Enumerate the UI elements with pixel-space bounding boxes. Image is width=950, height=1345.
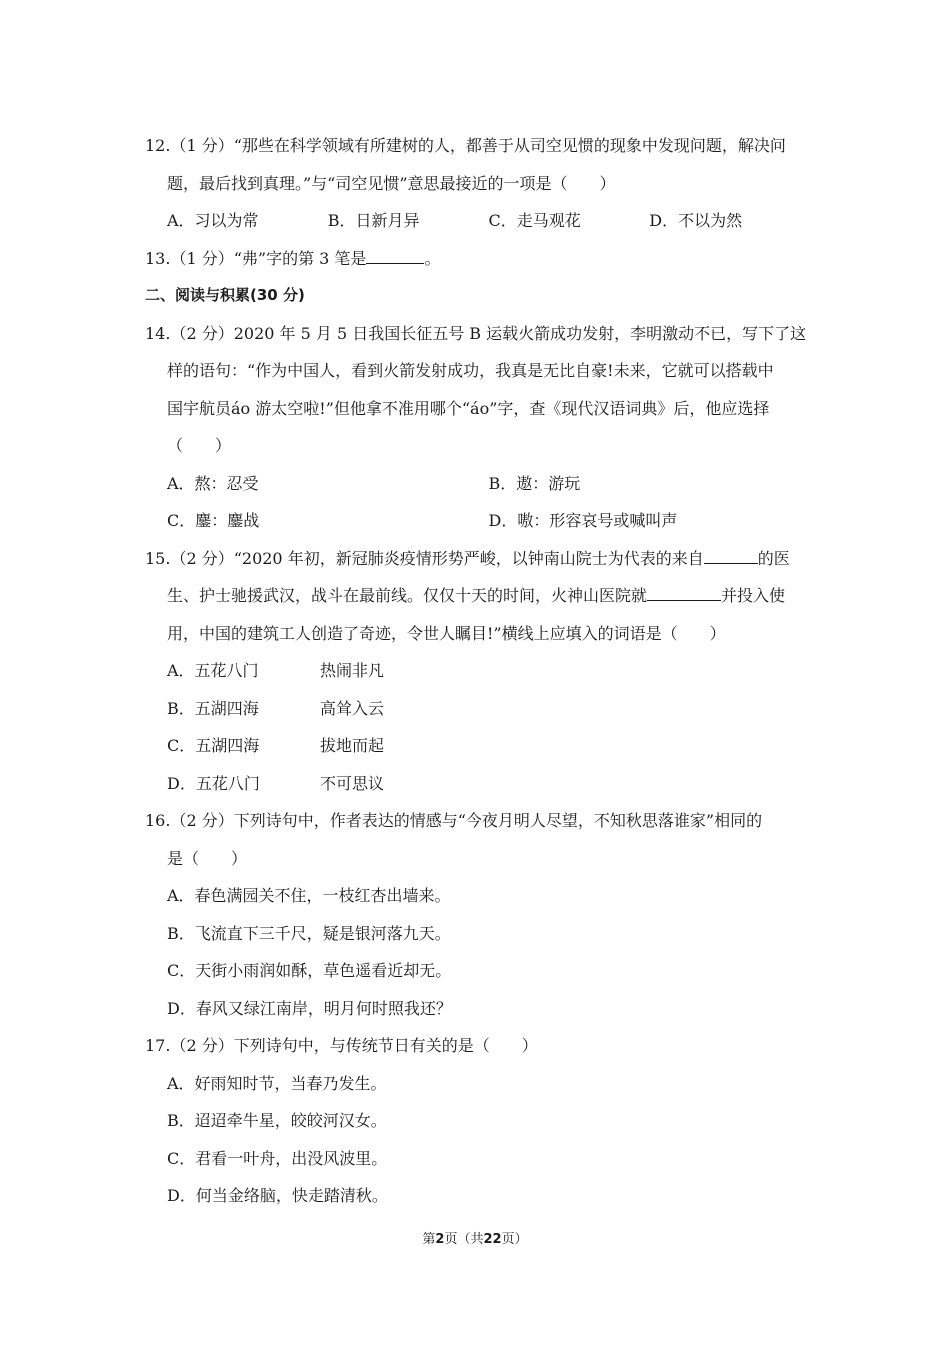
- footer-mid: 页（共: [444, 1232, 484, 1247]
- q15-option-c-word2: 拔地而起: [320, 736, 385, 755]
- q14-options-row1: [145, 465, 810, 503]
- exam-content: [145, 127, 810, 1215]
- q15-option-a-word2: 热闹非凡: [320, 661, 385, 680]
- footer-page-number: 2: [435, 1232, 445, 1247]
- q13-blank: [366, 245, 424, 264]
- footer-pre: 第: [422, 1232, 436, 1247]
- q14-option-c: C．鏖：鏖战: [167, 511, 260, 530]
- q12-option-b: B．日新月异: [327, 211, 420, 230]
- q15-option-d: [145, 765, 810, 803]
- q14-line1: 14.（2 分）2020 年 5 月 5 日我国长征五号 B 运载火箭成功发射，李明激动不已，写下了这: [145, 323, 807, 343]
- q15-line3: 用，中国的建筑工人创造了奇迹，令世人瞩目!”横线上应填入的词语是（ ）: [167, 623, 726, 643]
- q14-line3: 国宇航员áo 游太空啦!”但他拿不准用哪个“áo”字，查《现代汉语词典》后，他应选择: [167, 398, 770, 418]
- q15-blank2: [647, 582, 721, 601]
- q15-option-d-word2: 不可思议: [320, 773, 385, 793]
- q16-option-d: D．春风又绿江南岸，明月何时照我还？: [167, 998, 452, 1018]
- q13-end: 。: [424, 248, 441, 268]
- q16-line2: 是（ ）: [167, 848, 248, 868]
- q14-options-row2: [145, 502, 810, 540]
- q15-option-a: [145, 652, 810, 690]
- q17-option-b: B．迢迢牵牛星，皎皎河汉女。: [167, 1111, 387, 1130]
- q15-blank1: [704, 545, 758, 564]
- q15-option-b-word1: B．五湖四海: [167, 698, 259, 718]
- q17-option-c: C．君看一叶舟，出没风波里。: [167, 1148, 388, 1168]
- q15-line1-end: 的医: [757, 548, 790, 568]
- q14-line4: （ ）: [167, 436, 232, 455]
- q15-line2-text: 生、护士驰援武汉，战斗在最前线。仅仅十天的时间，火神山医院就: [167, 586, 648, 605]
- q15-line1-text: 15.（2 分）“2020 年初，新冠肺炎疫情形势严峻，以钟南山院士为代表的来自: [145, 548, 704, 568]
- q14-option-a: A．熬：忍受: [167, 473, 259, 493]
- q17-option-a: A．好雨知时节，当春乃发生。: [167, 1073, 387, 1093]
- q16-line1: 16.（2 分）下列诗句中，作者表达的情感与“今夜月明人尽望，不知秋思落谁家”相同的: [145, 811, 763, 830]
- section2-title: 二、阅读与积累(30 分): [145, 286, 305, 304]
- q17-line1: 17.（2 分）下列诗句中，与传统节日有关的是（ ）: [145, 1036, 538, 1055]
- q15-option-b-word2: 高耸入云: [320, 698, 385, 718]
- q15-option-b: [145, 690, 810, 728]
- q16-option-c: C．天街小雨润如酥，草色遥看近却无。: [167, 961, 452, 980]
- q15-option-a-word1: A．五花八门: [167, 661, 259, 680]
- q14-option-d: D．嗷：形容哀号或喊叫声: [488, 511, 678, 530]
- footer-total-pages: 22: [483, 1232, 502, 1247]
- q15-line2: [145, 577, 810, 615]
- q13-line: [145, 240, 810, 278]
- q12-line1: 12.（1 分）“那些在科学领域有所建树的人，都善于从司空见惯的现象中发现问题，解决问: [145, 136, 786, 155]
- q14-line2: 样的语句：“作为中国人，看到火箭发射成功，我真是无比自豪!未来，它就可以搭载中: [167, 361, 774, 380]
- q12-option-c: C．走马观花: [488, 211, 581, 230]
- q12-options: [145, 202, 810, 240]
- q16-option-b: B．飞流直下三千尺，疑是银河落九天。: [167, 923, 451, 943]
- q14-option-b: B．遨：游玩: [488, 473, 581, 493]
- q15-option-c: [145, 727, 810, 765]
- q15-line2-end: 并投入使: [721, 586, 786, 605]
- q17-option-d: D．何当金络脑，快走踏清秋。: [167, 1186, 388, 1205]
- q13-text: 13.（1 分）“弗”字的第 3 笔是: [145, 248, 367, 268]
- q12-option-a: A．习以为常: [167, 211, 259, 230]
- q12-option-d: D．不以为然: [649, 211, 743, 230]
- footer-post: 页）: [501, 1232, 528, 1247]
- q12-line2: 题，最后找到真理。”与“司空见惯”意思最接近的一项是（ ）: [167, 173, 616, 193]
- q15-option-c-word1: C．五湖四海: [167, 736, 260, 755]
- page-footer: [0, 1228, 950, 1247]
- q15-line1: [145, 540, 810, 578]
- q15-option-d-word1: D．五花八门: [167, 773, 260, 793]
- q16-option-a: A．春色满园关不住，一枝红杏出墙来。: [167, 886, 451, 905]
